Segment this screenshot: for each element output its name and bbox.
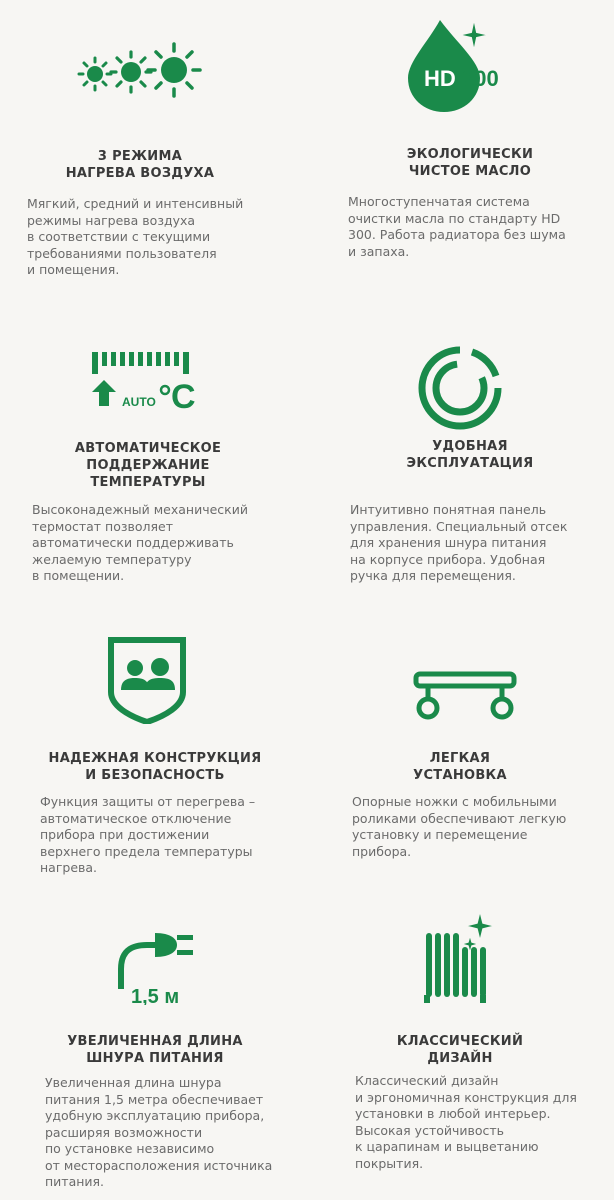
feature-cord-length bbox=[20, 905, 300, 1195]
feature-auto-temperature bbox=[20, 330, 300, 620]
auto-thermostat-icon bbox=[90, 348, 205, 412]
feature-easy-install bbox=[330, 620, 610, 900]
feature-description: Многоступенчатая система очистки масла по стандарту HD 300. Работа радиатора без шума и запаха. bbox=[348, 194, 566, 259]
radiator-sparkle-icon bbox=[418, 907, 508, 1007]
feature-title: 3 РЕЖИМА НАГРЕВА ВОЗДУХА bbox=[65, 149, 215, 181]
three-suns-icon bbox=[75, 38, 205, 108]
cord-length-label: 1,5 м bbox=[131, 986, 180, 1005]
oil-drop-label-number: 300 bbox=[462, 66, 499, 91]
feature-title: КЛАССИЧЕСКИЙ ДИЗАЙН bbox=[396, 1034, 524, 1066]
feature-title: НАДЕЖНАЯ КОНСТРУКЦИЯ И БЕЗОПАСНОСТЬ bbox=[48, 751, 262, 783]
wheels-stand-icon bbox=[410, 668, 520, 724]
feature-title: ЭКОЛОГИЧЕСКИ ЧИСТОЕ МАСЛО bbox=[406, 147, 534, 179]
feature-title: ЛЕГКАЯ УСТАНОВКА bbox=[413, 751, 507, 783]
oil-drop-label-hd: HD bbox=[424, 66, 456, 91]
feature-easy-use bbox=[330, 330, 610, 620]
feature-title: УВЕЛИЧЕННАЯ ДЛИНА ШНУРА ПИТАНИЯ bbox=[67, 1034, 243, 1066]
feature-description: Увеличенная длина шнура питания 1,5 метра обеспечивает удобную эксплуатацию прибора, расширяя возможности по установке независимо от месторасположения источника питания. bbox=[45, 1075, 273, 1189]
oil-drop-icon bbox=[400, 14, 520, 114]
feature-description: Мягкий, средний и интенсивный режимы нагрева воздуха в соответствии с текущими требованиями пользователя и помещения. bbox=[27, 196, 244, 277]
feature-description: Опорные ножки с мобильными роликами обеспечивают легкую установку и перемещение прибора. bbox=[352, 794, 567, 859]
feature-description: Высоконадежный механический термостат позволяет автоматически поддерживать желаемую температуру в помещении. bbox=[32, 502, 248, 583]
shield-family-icon bbox=[105, 634, 190, 724]
feature-safety bbox=[20, 620, 300, 900]
celsius-label: C bbox=[171, 378, 196, 412]
feature-heating-modes bbox=[20, 0, 300, 300]
control-dial-icon bbox=[410, 340, 510, 436]
feature-description: Классический дизайн и эргономичная конструкция для установки в любой интерьер. Высокая устойчивость к царапинам и выцветанию покрытия. bbox=[355, 1073, 577, 1171]
feature-description: Функция защиты от перегрева – автоматическое отключение прибора при достижении верхнего предела температуры нагрева. bbox=[40, 794, 256, 875]
feature-classic-design bbox=[330, 905, 610, 1195]
power-plug-icon bbox=[115, 923, 205, 1005]
feature-title: АВТОМАТИЧЕСКОЕ ПОДДЕРЖАНИЕ ТЕМПЕРАТУРЫ bbox=[74, 441, 222, 490]
feature-description: Интуитивно понятная панель управления. Специальный отсек для хранения шнура питания на корпусе прибора. Удобная ручка для перемещения. bbox=[350, 502, 568, 583]
feature-title: УДОБНАЯ ЭКСПЛУАТАЦИЯ bbox=[406, 439, 534, 471]
feature-clean-oil bbox=[330, 0, 610, 300]
auto-label: AUTO bbox=[122, 395, 156, 409]
